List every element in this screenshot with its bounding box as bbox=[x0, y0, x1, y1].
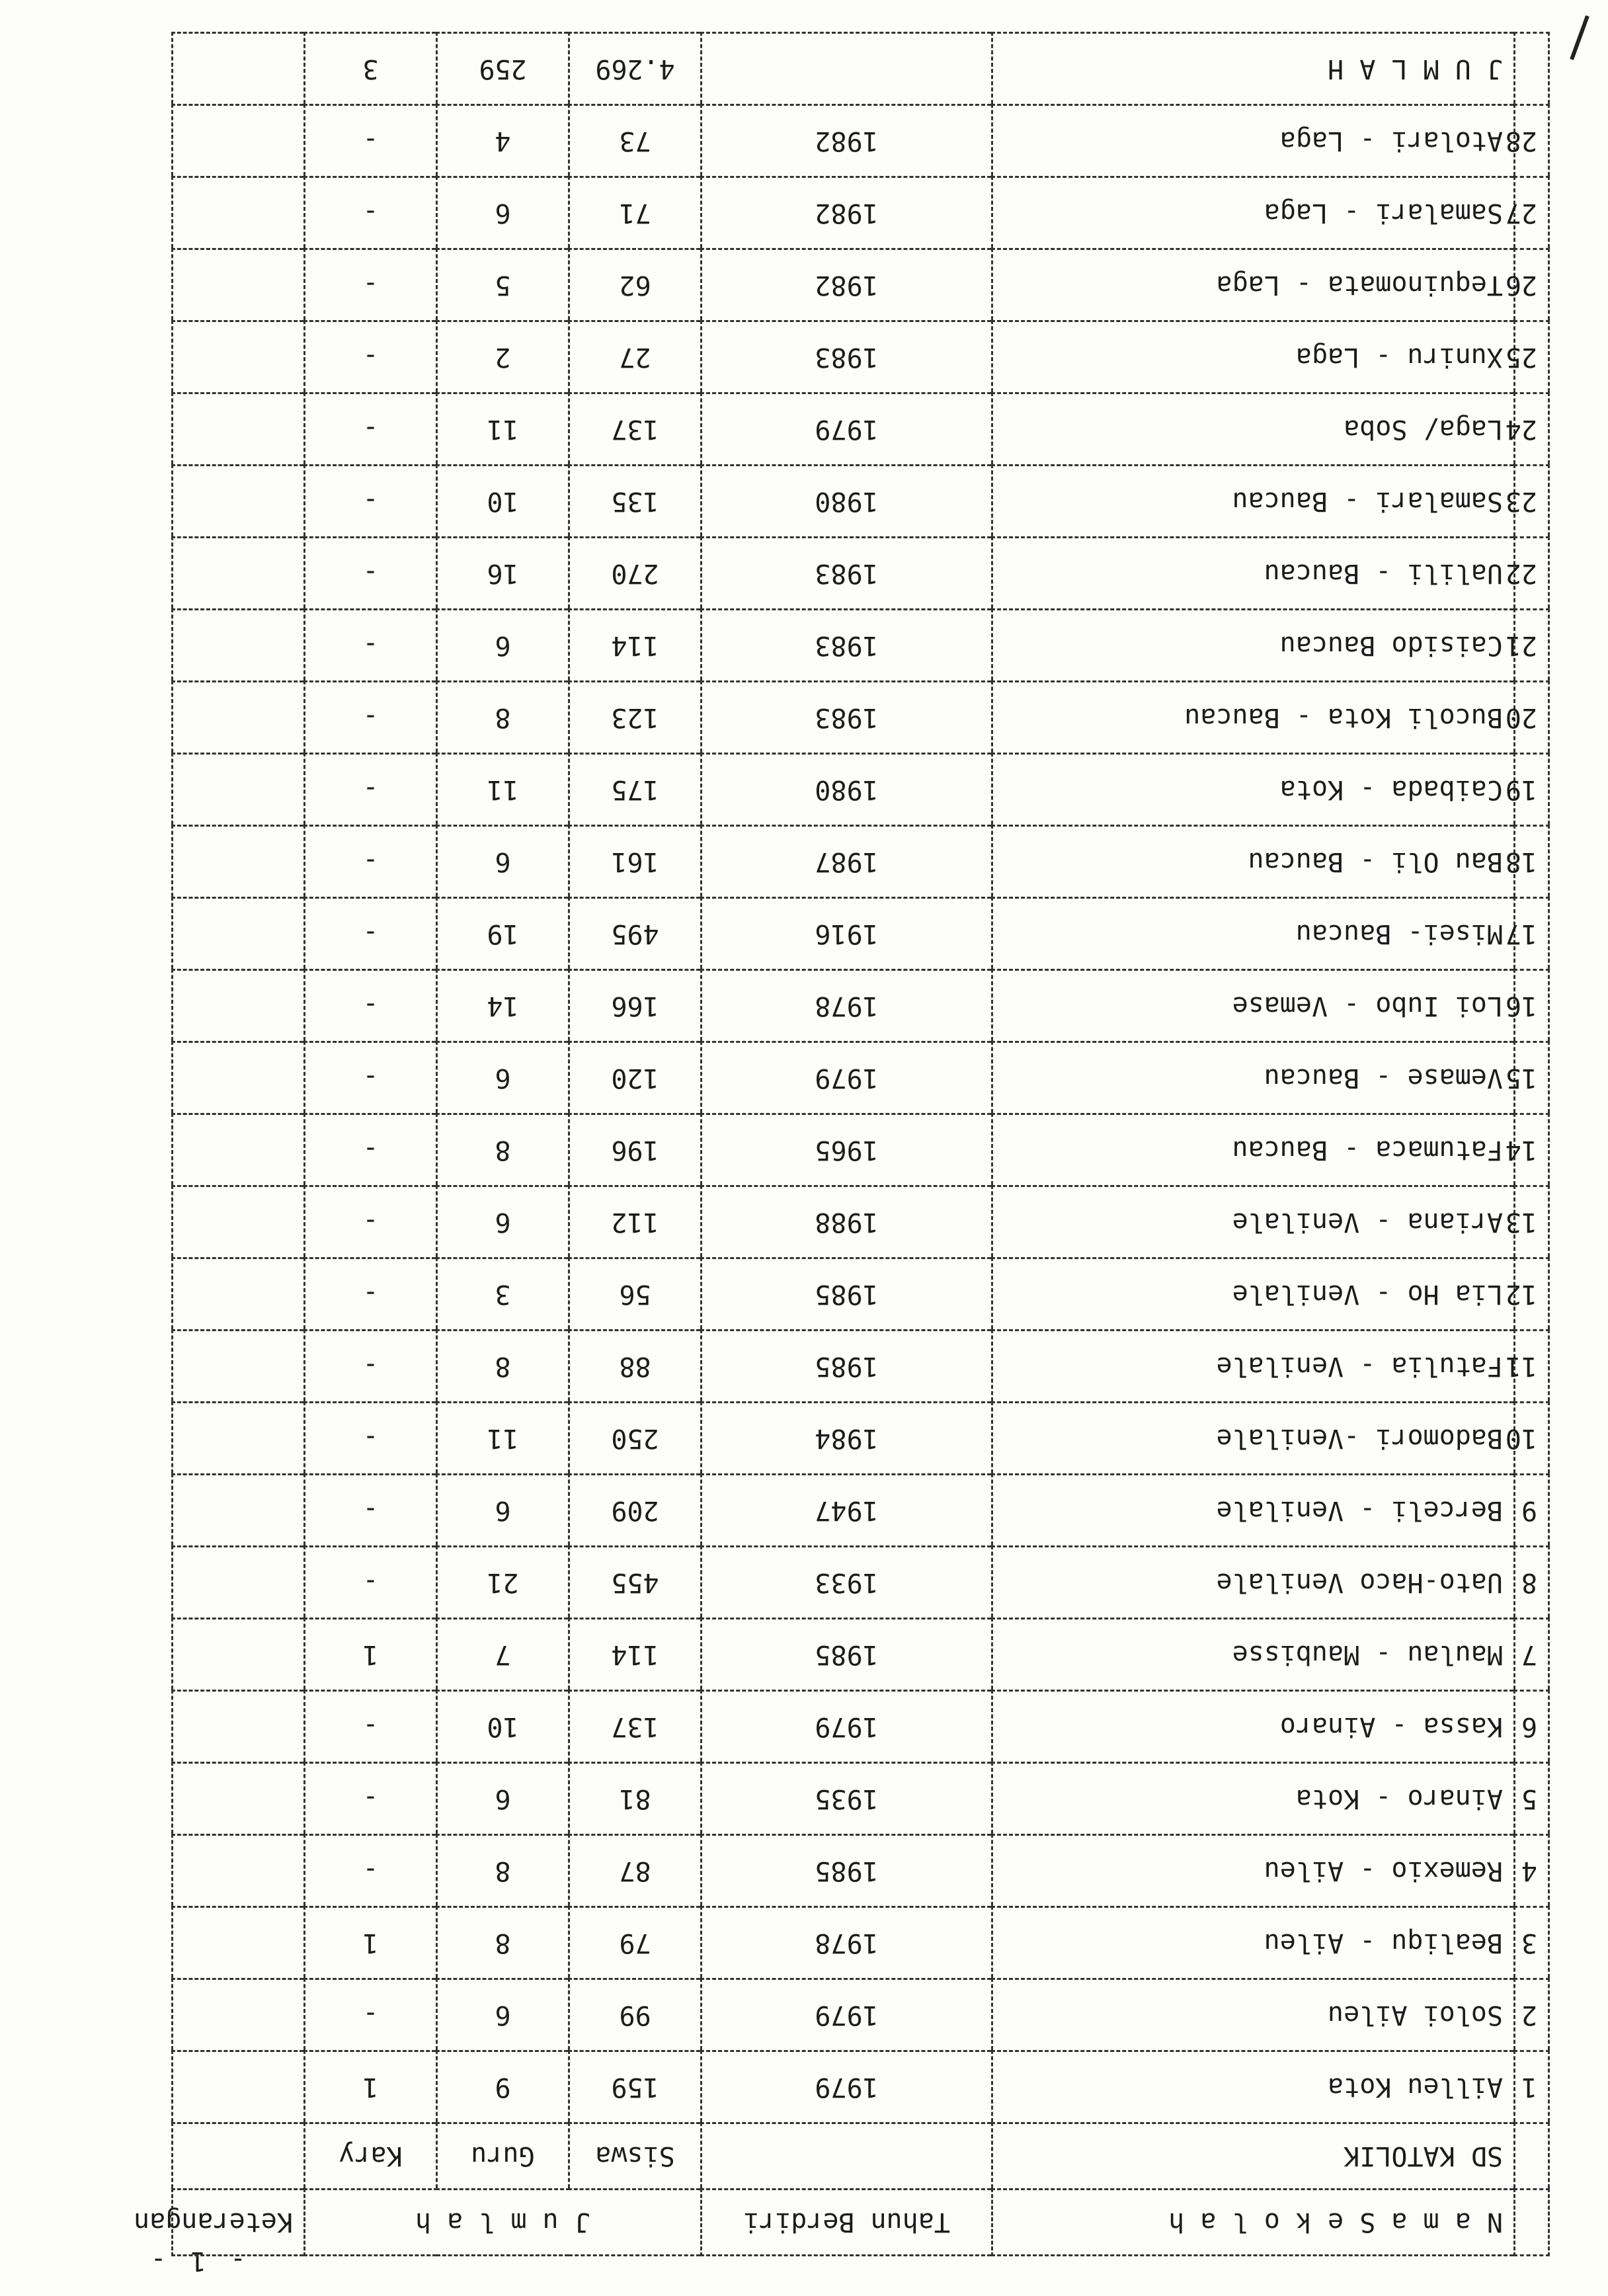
founded-year: 1987 bbox=[702, 826, 992, 898]
table-row bbox=[173, 1979, 1549, 2051]
note-cell bbox=[173, 898, 305, 970]
table-row bbox=[173, 610, 1549, 682]
row-number: 8 bbox=[1515, 1547, 1549, 1619]
school-name: Vemase - Baucau bbox=[992, 1042, 1515, 1114]
note-cell bbox=[173, 177, 305, 249]
founded-year: 1980 bbox=[702, 466, 992, 538]
staff-count: - bbox=[305, 1114, 437, 1186]
school-name: Loi Iubo - Vemase bbox=[992, 970, 1515, 1042]
teacher-count: 10 bbox=[437, 1691, 569, 1763]
teacher-count: 8 bbox=[437, 1114, 569, 1186]
teacher-count: 8 bbox=[437, 1907, 569, 1979]
staff-count: - bbox=[305, 682, 437, 754]
note-cell bbox=[173, 1258, 305, 1331]
row-number: 10 bbox=[1515, 1403, 1549, 1475]
student-count: 209 bbox=[569, 1475, 702, 1547]
total-siswa: 4.269 bbox=[569, 33, 702, 105]
note-cell bbox=[173, 1186, 305, 1258]
staff-count: - bbox=[305, 1835, 437, 1907]
school-name: Remexio - Aileu bbox=[992, 1835, 1515, 1907]
student-count: 161 bbox=[569, 826, 702, 898]
table-row bbox=[173, 466, 1549, 538]
school-name: Samalari - Baucau bbox=[992, 466, 1515, 538]
row-number: 7 bbox=[1515, 1619, 1549, 1691]
teacher-count: 5 bbox=[437, 249, 569, 321]
note-cell bbox=[173, 826, 305, 898]
note-cell bbox=[173, 466, 305, 538]
student-count: 495 bbox=[569, 898, 702, 970]
note-cell bbox=[173, 610, 305, 682]
school-name: Caibada - Kota bbox=[992, 754, 1515, 826]
row-number: 13 bbox=[1515, 1186, 1549, 1258]
table-row bbox=[173, 826, 1549, 898]
teacher-count: 6 bbox=[437, 1186, 569, 1258]
table-row bbox=[173, 1691, 1549, 1763]
note-cell bbox=[173, 754, 305, 826]
founded-year: 1980 bbox=[702, 754, 992, 826]
founded-year: 1988 bbox=[702, 1186, 992, 1258]
student-count: 73 bbox=[569, 105, 702, 177]
staff-count: - bbox=[305, 898, 437, 970]
note-cell bbox=[173, 1331, 305, 1403]
note-cell bbox=[173, 249, 305, 321]
table-row bbox=[173, 1835, 1549, 1907]
school-name: Laga/ Soba bbox=[992, 393, 1515, 466]
row-number: 17 bbox=[1515, 898, 1549, 970]
teacher-count: 4 bbox=[437, 105, 569, 177]
header-name: N a m a S e k o l a h bbox=[992, 2190, 1515, 2256]
student-count: 99 bbox=[569, 1979, 702, 2051]
student-count: 79 bbox=[569, 1907, 702, 1979]
note-cell bbox=[173, 1979, 305, 2051]
founded-year: 1965 bbox=[702, 1114, 992, 1186]
school-name: Bealiqu - Aileu bbox=[992, 1907, 1515, 1979]
founded-year: 1983 bbox=[702, 610, 992, 682]
student-count: 137 bbox=[569, 393, 702, 466]
student-count: 62 bbox=[569, 249, 702, 321]
note-cell bbox=[173, 1835, 305, 1907]
note-cell bbox=[173, 682, 305, 754]
founded-year: 1933 bbox=[702, 1547, 992, 1619]
staff-count: - bbox=[305, 466, 437, 538]
founded-year: 1982 bbox=[702, 177, 992, 249]
teacher-count: 7 bbox=[437, 1619, 569, 1691]
school-name: Fatumaca - Baucau bbox=[992, 1114, 1515, 1186]
row-number: 9 bbox=[1515, 1475, 1549, 1547]
founded-year: 1985 bbox=[702, 1835, 992, 1907]
row-number: 22 bbox=[1515, 538, 1549, 610]
founded-year: 1947 bbox=[702, 1475, 992, 1547]
student-count: 137 bbox=[569, 1691, 702, 1763]
table-row bbox=[173, 393, 1549, 466]
student-count: 196 bbox=[569, 1114, 702, 1186]
school-name: Xuniru - Laga bbox=[992, 321, 1515, 393]
row-number: 19 bbox=[1515, 754, 1549, 826]
note-cell bbox=[173, 1475, 305, 1547]
row-number: 20 bbox=[1515, 682, 1549, 754]
total-row bbox=[173, 33, 1549, 105]
founded-year: 1979 bbox=[702, 1691, 992, 1763]
staff-count: - bbox=[305, 105, 437, 177]
table-row bbox=[173, 105, 1549, 177]
student-count: 27 bbox=[569, 321, 702, 393]
school-name: Soloi Aileu bbox=[992, 1979, 1515, 2051]
school-name: Uato-Haco Venilale bbox=[992, 1547, 1515, 1619]
school-name: Maulau - Maubisse bbox=[992, 1619, 1515, 1691]
pen-stroke-mark bbox=[1570, 15, 1589, 60]
founded-year: 1978 bbox=[702, 1907, 992, 1979]
school-name: Ariana - Venilale bbox=[992, 1186, 1515, 1258]
row-number: 27 bbox=[1515, 177, 1549, 249]
subheader-empty bbox=[173, 2123, 305, 2190]
school-name: Ualili - Baucau bbox=[992, 538, 1515, 610]
school-name: Ailleu Kota bbox=[992, 2051, 1515, 2123]
founded-year: 1985 bbox=[702, 1331, 992, 1403]
teacher-count: 19 bbox=[437, 898, 569, 970]
student-count: 120 bbox=[569, 1042, 702, 1114]
school-name: Caisido Baucau bbox=[992, 610, 1515, 682]
staff-count: - bbox=[305, 1691, 437, 1763]
staff-count: - bbox=[305, 1258, 437, 1331]
row-number: 14 bbox=[1515, 1114, 1549, 1186]
teacher-count: 8 bbox=[437, 1835, 569, 1907]
row-number: 3 bbox=[1515, 1907, 1549, 1979]
student-count: 270 bbox=[569, 538, 702, 610]
teacher-count: 10 bbox=[437, 466, 569, 538]
teacher-count: 11 bbox=[437, 754, 569, 826]
table-row bbox=[173, 321, 1549, 393]
staff-count: - bbox=[305, 826, 437, 898]
school-name: Misei- Baucau bbox=[992, 898, 1515, 970]
student-count: 114 bbox=[569, 1619, 702, 1691]
table-row bbox=[173, 249, 1549, 321]
row-number: 24 bbox=[1515, 393, 1549, 466]
table-row bbox=[173, 1763, 1549, 1835]
note-cell bbox=[173, 1907, 305, 1979]
school-name: Tequinomata - Laga bbox=[992, 249, 1515, 321]
note-cell bbox=[173, 1042, 305, 1114]
row-number: 2 bbox=[1515, 1979, 1549, 2051]
founded-year: 1935 bbox=[702, 1763, 992, 1835]
row-number: 11 bbox=[1515, 1331, 1549, 1403]
row-number: 4 bbox=[1515, 1835, 1549, 1907]
staff-count: - bbox=[305, 970, 437, 1042]
student-count: 455 bbox=[569, 1547, 702, 1619]
school-name: Bucoli Kota - Baucau bbox=[992, 682, 1515, 754]
table-row bbox=[173, 1331, 1549, 1403]
row-number: 26 bbox=[1515, 249, 1549, 321]
student-count: 81 bbox=[569, 1763, 702, 1835]
table-row bbox=[173, 1042, 1549, 1114]
teacher-count: 6 bbox=[437, 1475, 569, 1547]
header-siswa: Siswa bbox=[569, 2123, 702, 2190]
founded-year: 1979 bbox=[702, 1042, 992, 1114]
total-guru: 259 bbox=[437, 33, 569, 105]
staff-count: - bbox=[305, 1547, 437, 1619]
founded-year: 1979 bbox=[702, 393, 992, 466]
school-name: Ainaro - Kota bbox=[992, 1763, 1515, 1835]
note-cell bbox=[173, 105, 305, 177]
header-no bbox=[1515, 2190, 1549, 2256]
note-cell bbox=[173, 538, 305, 610]
header-jumlah: J u m l a h bbox=[305, 2190, 702, 2256]
teacher-count: 6 bbox=[437, 1979, 569, 2051]
note-cell bbox=[173, 1763, 305, 1835]
note-cell bbox=[173, 2051, 305, 2123]
total-note bbox=[173, 33, 305, 105]
note-cell bbox=[173, 1547, 305, 1619]
staff-count: - bbox=[305, 1403, 437, 1475]
table-row bbox=[173, 1547, 1549, 1619]
staff-count: - bbox=[305, 1763, 437, 1835]
table-row bbox=[173, 1475, 1549, 1547]
row-number: 12 bbox=[1515, 1258, 1549, 1331]
student-count: 175 bbox=[569, 754, 702, 826]
student-count: 166 bbox=[569, 970, 702, 1042]
teacher-count: 2 bbox=[437, 321, 569, 393]
row-number: 23 bbox=[1515, 466, 1549, 538]
header-guru: Guru bbox=[437, 2123, 569, 2190]
staff-count: - bbox=[305, 177, 437, 249]
teacher-count: 6 bbox=[437, 826, 569, 898]
staff-count: - bbox=[305, 538, 437, 610]
note-cell bbox=[173, 1403, 305, 1475]
table-row bbox=[173, 177, 1549, 249]
total-year bbox=[702, 33, 992, 105]
note-cell bbox=[173, 970, 305, 1042]
founded-year: 1978 bbox=[702, 970, 992, 1042]
teacher-count: 6 bbox=[437, 610, 569, 682]
table-row bbox=[173, 538, 1549, 610]
row-number: 16 bbox=[1515, 970, 1549, 1042]
note-cell bbox=[173, 393, 305, 466]
staff-count: - bbox=[305, 1475, 437, 1547]
staff-count: - bbox=[305, 754, 437, 826]
founded-year: 1979 bbox=[702, 1979, 992, 2051]
row-number: 5 bbox=[1515, 1763, 1549, 1835]
founded-year: 1916 bbox=[702, 898, 992, 970]
note-cell bbox=[173, 1691, 305, 1763]
teacher-count: 6 bbox=[437, 177, 569, 249]
staff-count: - bbox=[305, 249, 437, 321]
table-row bbox=[173, 2051, 1549, 2123]
teacher-count: 11 bbox=[437, 393, 569, 466]
teacher-count: 6 bbox=[437, 1042, 569, 1114]
note-cell bbox=[173, 321, 305, 393]
school-name: Badomori -Venilale bbox=[992, 1403, 1515, 1475]
table-body bbox=[173, 105, 1549, 2123]
staff-count: 1 bbox=[305, 2051, 437, 2123]
row-number: 25 bbox=[1515, 321, 1549, 393]
table-row bbox=[173, 754, 1549, 826]
table-row bbox=[173, 898, 1549, 970]
header-row bbox=[173, 2190, 1549, 2256]
row-number: 21 bbox=[1515, 610, 1549, 682]
student-count: 159 bbox=[569, 2051, 702, 2123]
teacher-count: 9 bbox=[437, 2051, 569, 2123]
row-number: 6 bbox=[1515, 1691, 1549, 1763]
section-title: SD KATOLIK bbox=[992, 2123, 1515, 2190]
student-count: 87 bbox=[569, 1835, 702, 1907]
table-row bbox=[173, 682, 1549, 754]
student-count: 114 bbox=[569, 610, 702, 682]
staff-count: 1 bbox=[305, 1907, 437, 1979]
row-number: 15 bbox=[1515, 1042, 1549, 1114]
founded-year: 1984 bbox=[702, 1403, 992, 1475]
note-cell bbox=[173, 1114, 305, 1186]
student-count: 123 bbox=[569, 682, 702, 754]
student-count: 88 bbox=[569, 1331, 702, 1403]
total-kary: 3 bbox=[305, 33, 437, 105]
page-number: - 1 - bbox=[146, 2246, 246, 2276]
table-row bbox=[173, 1403, 1549, 1475]
teacher-count: 8 bbox=[437, 682, 569, 754]
staff-count: - bbox=[305, 321, 437, 393]
table-row bbox=[173, 1258, 1549, 1331]
teacher-count: 6 bbox=[437, 1763, 569, 1835]
row-number: 1 bbox=[1515, 2051, 1549, 2123]
student-count: 250 bbox=[569, 1403, 702, 1475]
staff-count: - bbox=[305, 1042, 437, 1114]
total-label: J U M L A H bbox=[992, 33, 1515, 105]
header-year: Tahun Berdiri bbox=[702, 2190, 992, 2256]
table-row bbox=[173, 1114, 1549, 1186]
teacher-count: 16 bbox=[437, 538, 569, 610]
header-kary: Kary bbox=[305, 2123, 437, 2190]
row-number: 18 bbox=[1515, 826, 1549, 898]
staff-count: - bbox=[305, 1331, 437, 1403]
founded-year: 1982 bbox=[702, 105, 992, 177]
school-table bbox=[134, 32, 1550, 2256]
school-name: Kassa - Ainaro bbox=[992, 1691, 1515, 1763]
subheader-row bbox=[173, 2123, 1549, 2190]
table-row bbox=[173, 1619, 1549, 1691]
table-row bbox=[173, 970, 1549, 1042]
founded-year: 1983 bbox=[702, 682, 992, 754]
student-count: 56 bbox=[569, 1258, 702, 1331]
student-count: 135 bbox=[569, 466, 702, 538]
school-name: Atolari - Laga bbox=[992, 105, 1515, 177]
subheader-empty bbox=[702, 2123, 992, 2190]
total-no bbox=[1515, 33, 1549, 105]
founded-year: 1982 bbox=[702, 249, 992, 321]
founded-year: 1985 bbox=[702, 1619, 992, 1691]
school-name: Samalari - Laga bbox=[992, 177, 1515, 249]
teacher-count: 8 bbox=[437, 1331, 569, 1403]
staff-count: - bbox=[305, 1979, 437, 2051]
school-name: Lia Ho - Venilale bbox=[992, 1258, 1515, 1331]
staff-count: 1 bbox=[305, 1619, 437, 1691]
table-row bbox=[173, 1907, 1549, 1979]
row-number: 28 bbox=[1515, 105, 1549, 177]
student-count: 112 bbox=[569, 1186, 702, 1258]
teacher-count: 14 bbox=[437, 970, 569, 1042]
founded-year: 1983 bbox=[702, 538, 992, 610]
school-name: Berceli - Venilale bbox=[992, 1475, 1515, 1547]
teacher-count: 3 bbox=[437, 1258, 569, 1331]
student-count: 71 bbox=[569, 177, 702, 249]
teacher-count: 11 bbox=[437, 1403, 569, 1475]
note-cell bbox=[173, 1619, 305, 1691]
school-name: Bau Oli - Baucau bbox=[992, 826, 1515, 898]
table-row bbox=[173, 1186, 1549, 1258]
staff-count: - bbox=[305, 610, 437, 682]
subheader-empty bbox=[1515, 2123, 1549, 2190]
staff-count: - bbox=[305, 393, 437, 466]
school-name: Fatulia - Venilale bbox=[992, 1331, 1515, 1403]
staff-count: - bbox=[305, 1186, 437, 1258]
teacher-count: 21 bbox=[437, 1547, 569, 1619]
founded-year: 1983 bbox=[702, 321, 992, 393]
header-note: Keterangan bbox=[173, 2190, 305, 2256]
founded-year: 1985 bbox=[702, 1258, 992, 1331]
founded-year: 1979 bbox=[702, 2051, 992, 2123]
